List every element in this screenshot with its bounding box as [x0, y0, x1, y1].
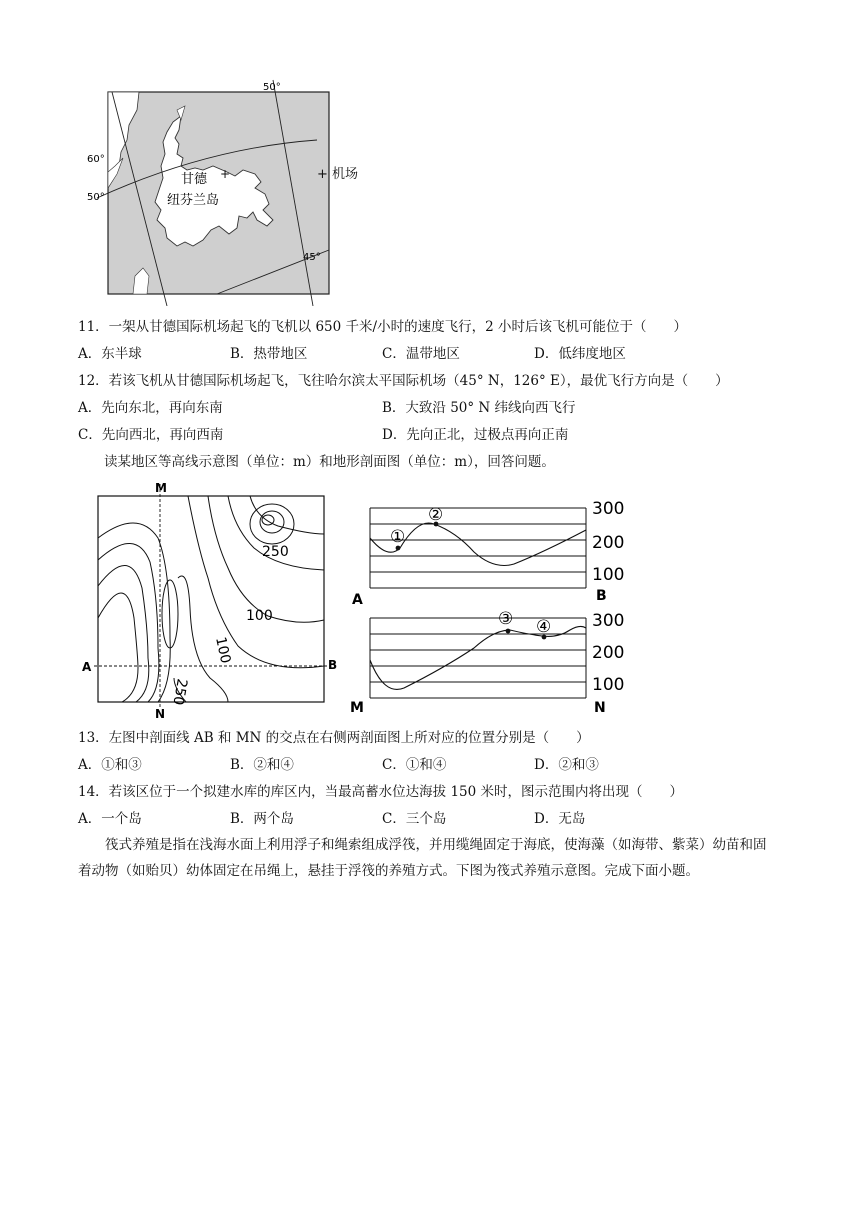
contour-label-100-right: 100: [246, 608, 273, 624]
ab-tick-300: 300: [592, 499, 625, 519]
question-13-stem: 13．左图中剖面线 AB 和 MN 的交点在右侧两剖面图上所对应的位置分别是（ ）: [78, 730, 590, 746]
mn-tick-100: 100: [592, 675, 625, 695]
newfoundland-map: [77, 70, 377, 306]
ab-tick-200: 200: [592, 533, 625, 553]
contour-label-250-top: 250: [262, 544, 289, 560]
mn-end-left: M: [350, 700, 364, 716]
q13-option-d[interactable]: D．②和③: [534, 757, 599, 773]
newfoundland-map-svg: [77, 70, 377, 306]
profile-charts: [344, 478, 634, 722]
island-label-gander: 甘德: [181, 172, 208, 187]
ab-end-right: B: [596, 588, 607, 604]
contour-frame: [98, 496, 324, 702]
profile-ab: [352, 499, 624, 608]
q12-option-d[interactable]: D．先向正北，过极点再向正南: [382, 427, 569, 443]
question-11-stem: 11．一架从甘德国际机场起飞的飞机以 650 千米/小时的速度飞行，2 小时后该飞机可能位于（ ）: [78, 319, 687, 335]
q11-option-b[interactable]: B．热带地区: [230, 346, 308, 362]
contour-label-250-bottom: 250: [169, 677, 190, 707]
intro-raft-culture: 筏式养殖是指在浅海水面上利用浮子和绳索组成浮筏，并用缆绳固定于海底，使海藻（如海带、紫菜）幼苗和固着动物（如贻贝）幼体固定在吊绳上，悬挂于浮筏的养殖方式。下图为筏式养殖示意图。完成下面小题。: [78, 837, 767, 879]
island-label-newfoundland: 纽芬兰岛: [167, 193, 220, 208]
q14-option-a[interactable]: A．一个岛: [78, 811, 142, 827]
q11-option-d[interactable]: D．低纬度地区: [534, 346, 626, 362]
point-1-label: ①: [390, 527, 406, 547]
q13-option-a[interactable]: A．①和③: [78, 757, 142, 773]
ab-tick-100: 100: [592, 565, 625, 585]
mn-tick-200: 200: [592, 643, 625, 663]
mn-tick-300: 300: [592, 611, 625, 631]
q14-option-b[interactable]: B．两个岛: [230, 811, 294, 827]
contour-label-100-mid: 100: [212, 635, 234, 665]
point-4-label: ④: [536, 617, 552, 637]
label-M: M: [155, 481, 167, 495]
q11-option-c[interactable]: C．温带地区: [382, 346, 460, 362]
mn-end-right: N: [594, 700, 606, 716]
question-14-stem: 14．若该区位于一个拟建水库的库区内，当最高蓄水位达海拔 150 米时，图示范围内将出现（ ）: [78, 784, 684, 800]
label-B: B: [328, 658, 338, 672]
label-60: 60°: [87, 154, 105, 165]
q13-option-c[interactable]: C．①和④: [382, 757, 447, 773]
label-A: A: [82, 660, 92, 674]
contour-map: [78, 478, 340, 720]
profile-mn: [350, 609, 624, 716]
point-3-label: ③: [498, 609, 514, 629]
q14-option-d[interactable]: D．无岛: [534, 811, 586, 827]
profile-mn-curve: [370, 626, 586, 689]
question-12-stem: 12．若该飞机从甘德国际机场起飞，飞往哈尔滨太平国际机场（45° N，126° E），最优飞行方向是（ ）: [78, 373, 729, 389]
q12-option-a[interactable]: A．先向东北，再向东南: [78, 400, 223, 416]
q12-option-c[interactable]: C．先向西北，再向西南: [78, 427, 224, 443]
label-45: 45°: [303, 252, 321, 263]
airport-marker: +: [220, 167, 231, 181]
q12-option-b[interactable]: B．大致沿 50° N 纬线向西飞行: [382, 400, 576, 416]
ab-end-left: A: [352, 592, 363, 608]
label-50-left: 50°: [87, 192, 105, 203]
q14-option-c[interactable]: C．三个岛: [382, 811, 447, 827]
point-2-label: ②: [428, 505, 444, 525]
label-50-top: 50°: [263, 82, 281, 93]
label-N: N: [155, 707, 166, 720]
legend-airport: + 机场: [317, 167, 359, 182]
q11-option-a[interactable]: A．东半球: [78, 346, 142, 362]
intro-contour: 读某地区等高线示意图（单位：m）和地形剖面图（单位：m），回答问题。: [104, 454, 555, 470]
point-3-dot: [506, 629, 511, 634]
q13-option-b[interactable]: B．②和④: [230, 757, 294, 773]
